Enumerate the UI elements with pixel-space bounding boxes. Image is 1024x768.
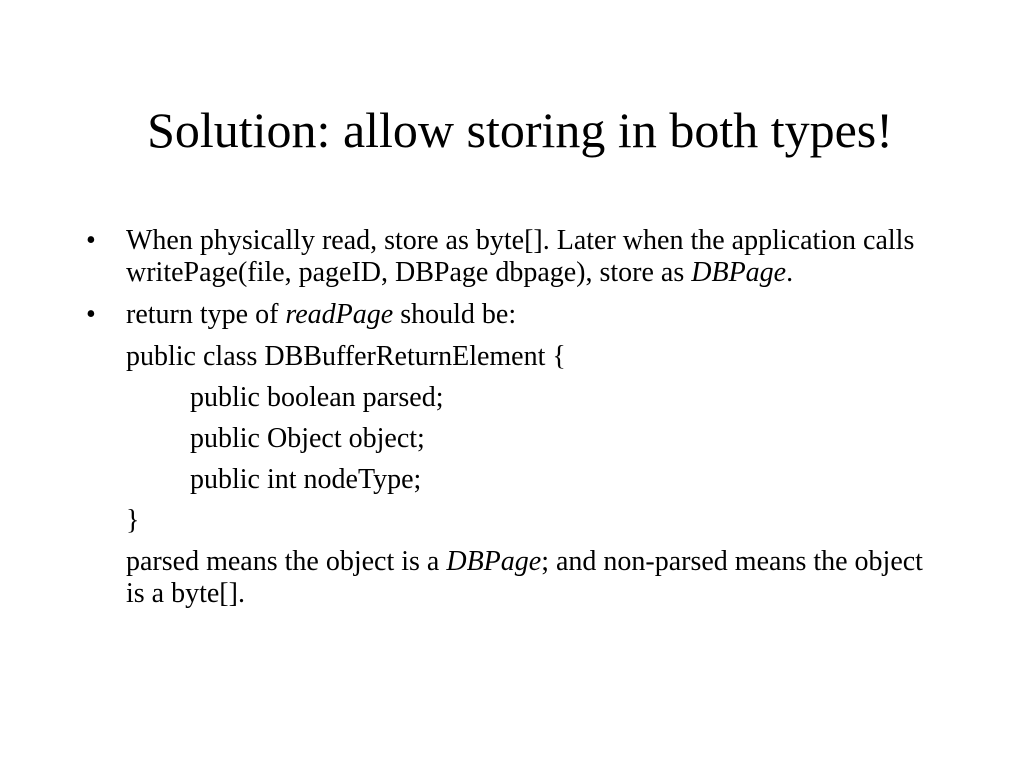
code-line-parsed-field: public boolean parsed; xyxy=(190,382,444,413)
explanation-text: parsed means the object is a xyxy=(126,546,447,577)
code-line-nodetype-field: public int nodeType; xyxy=(190,464,422,495)
bullet-italic-term: DBPage xyxy=(691,257,787,288)
bullet-icon: • xyxy=(86,225,96,256)
bullet-suffix: should be: xyxy=(393,299,517,330)
slide-body xyxy=(86,225,946,619)
bullet-text: return type of xyxy=(126,299,286,330)
bullet-italic-term: readPage xyxy=(285,299,394,330)
bullet-item-return-type xyxy=(86,299,946,331)
parsed-explanation xyxy=(86,546,946,610)
explanation-suffix: ; and non-parsed means the object is a byte[]. xyxy=(126,546,923,609)
explanation-italic-term: DBPage xyxy=(446,546,542,577)
code-line-class-declaration: public class DBBufferReturnElement { xyxy=(126,341,566,372)
bullet-item-store-as xyxy=(86,225,946,289)
bullet-suffix: . xyxy=(786,257,794,288)
bullet-icon: • xyxy=(86,299,96,330)
slide-title: Solution: allow storing in both types! xyxy=(147,102,893,158)
bullet-text: When physically read, store as byte[]. Later when the application calls writePage(file, pageID, DBPage dbpage), store as xyxy=(126,225,915,288)
code-line-object-field: public Object object; xyxy=(190,423,425,454)
code-line-closing-brace: } xyxy=(126,505,140,536)
